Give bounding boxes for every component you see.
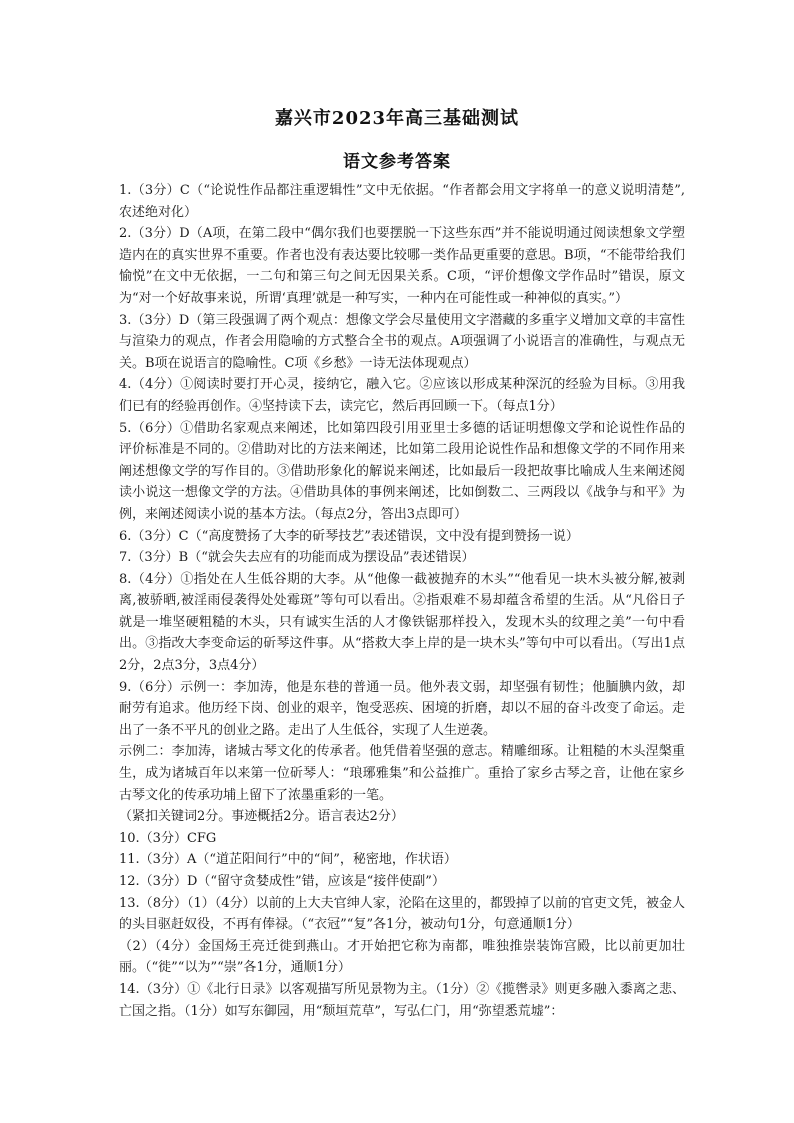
answer-13-2: （2）（4分）金国炀王亮迁徙到燕山。才开始把它称为南都，唯独推崇装饰宫殿，比以前更加壮丽。（“徙”“以为”“崇”各1分，通顺1分） — [119, 938, 685, 976]
answer-4: 4.（4分）①阅读时要打开心灵，接纳它，融入它。②应该以形成某种深沉的经验为目标。③用我们已有的经验再创作。④坚持读下去，读完它，然后再回顾一下。（每点1分） — [119, 377, 685, 414]
answer-13-1: 13.（8分）（1）（4分）以前的上大夫官绅人家，沦陷在这里的，都毁掉了以前的官吏文凭，被金人的头目驱赶奴役，不再有俸禄。（“衣冠”“复”各1分，被动句1分，句意通顺1分） — [119, 895, 685, 933]
answer-6: 6.（3分）C（“高度赞扬了大李的斫琴技艺”表述错误，文中没有提到赞扬一说） — [119, 528, 579, 544]
answer-3: 3.（3分）D（第三段强调了两个观点：想像文学会尽量使用文字潜藏的多重字义增加文章的丰富性与渲染力的观点，作者会用隐喻的方式整合全书的观点。A项强调了小说语言的准确性，与观点无关。B项在说语言的隐喻性。C项《乡愁》一诗无法体现观点） — [119, 312, 685, 371]
answer-10: 10.（3分）CFG — [119, 830, 217, 846]
answer-2: 2.（3分）D（A项，在第二段中“偶尔我们也要摆脱一下这些东西”并不能说明通过阅读想象文学塑造内在的真实世界不重要。作者也没有表达要比较哪一类作品更重要的意思。B项，“不能带给我们愉悦”在文中无依据，一二句和第三句之间无因果关系。C项，“评价想像文学作品时”错误，原文为“对一个好故事来说，所谓‘真理’就是一种写实，一种内在可能性或一种神似的真实。”） — [119, 226, 685, 306]
answer-7: 7.（3分）B（“就会失去应有的功能而成为摆设品”表述错误） — [119, 550, 475, 566]
answer-14: 14.（3分）①《北行日录》以客观描写所见景物为主。（1分）②《揽辔录》则更多融入黍离之悲、亡国之指。（1分）如写东御园，用“颓垣荒草”，写弘仁门，用“弥望悉荒墟”： — [119, 981, 685, 1019]
answer-5: 5.（6分）①借助名家观点来阐述，比如第四段引用亚里士多德的话证明想像文学和论说性作品的评价标准是不同的。②借助对比的方法来阐述，比如第二段用论说性作品和想像文学的不同作用来阐述想像文学的写作目的。③借助形象化的解说来阐述，比如最后一段把故事比喻成人生来阐述阅读小说这一想像文学的方法。④借助具体的事例来阐述，比如倒数二、三两段以《战争与和平》为例，来阐述阅读小说的基本方法。（每点2分，答出3点即可） — [119, 420, 685, 522]
document-title: 嘉兴市2023年高三基础测试 — [274, 108, 520, 129]
answer-9-scoring: （紧扣关键词2分。事迹概括2分。语言表达2分） — [119, 809, 404, 825]
answer-12: 12.（3分）D（“留守贪婪成性”错，应该是“接伴使副”） — [119, 874, 445, 889]
answer-body — [119, 180, 685, 1022]
answer-9-example-1: 9.（6分）示例一：李加涛，他是东巷的普通一员。他外表文弱，却坚强有韧性；他腼腆内敛，却耐劳有追求。他历经下岗、创业的艰辛，饱受恶疾、困境的折磨，却以不屈的奋斗改变了命运。走出了一条不平凡的创业之路。走出了人生低谷，实现了人生逆袭。 — [119, 679, 685, 738]
answer-8: 8.（4分）①指处在人生低谷期的大李。从“他像一截被抛弃的木头”“他看见一块木头被分解,被剥离,被骄晒,被淫雨侵袭得处处霉斑”等句可以看出。②指艰难不易却蕴含希望的生活。从“凡俗日子就是一堆坚硬粗糙的木头，只有诚实生活的人才像铁锯那样投入，发现木头的纹理之美”一句中看出。③指改大李变命运的斫琴这件事。从“搭救大李上岸的是一块木头”等句中可以看出。（写出1点2分，2点3分，3点4分） — [119, 571, 685, 674]
answer-1: 1.（3分）C（“论说性作品都注重逻辑性”文中无依据。“作者都会用文字将单一的意义说明清楚”,农述绝对化） — [119, 183, 685, 220]
answer-11: 11.（3分）A（“道芷阳间行”中的“间”，秘密地，作状语） — [119, 852, 457, 868]
answer-9-example-2: 示例二：李加涛，诸城古琴文化的传承者。他凭借着坚强的意志。精雕细琢。让粗糙的木头涅槃重生，成为诸城百年以来第一位斫琴人：“琅琊雅集”和公益推广。重拾了家乡古琴之音，让他在家乡古琴文化的传承功埔上留下了浓墨重彩的一笔。 — [119, 744, 685, 803]
document-subtitle: 语文参考答案 — [343, 152, 451, 172]
